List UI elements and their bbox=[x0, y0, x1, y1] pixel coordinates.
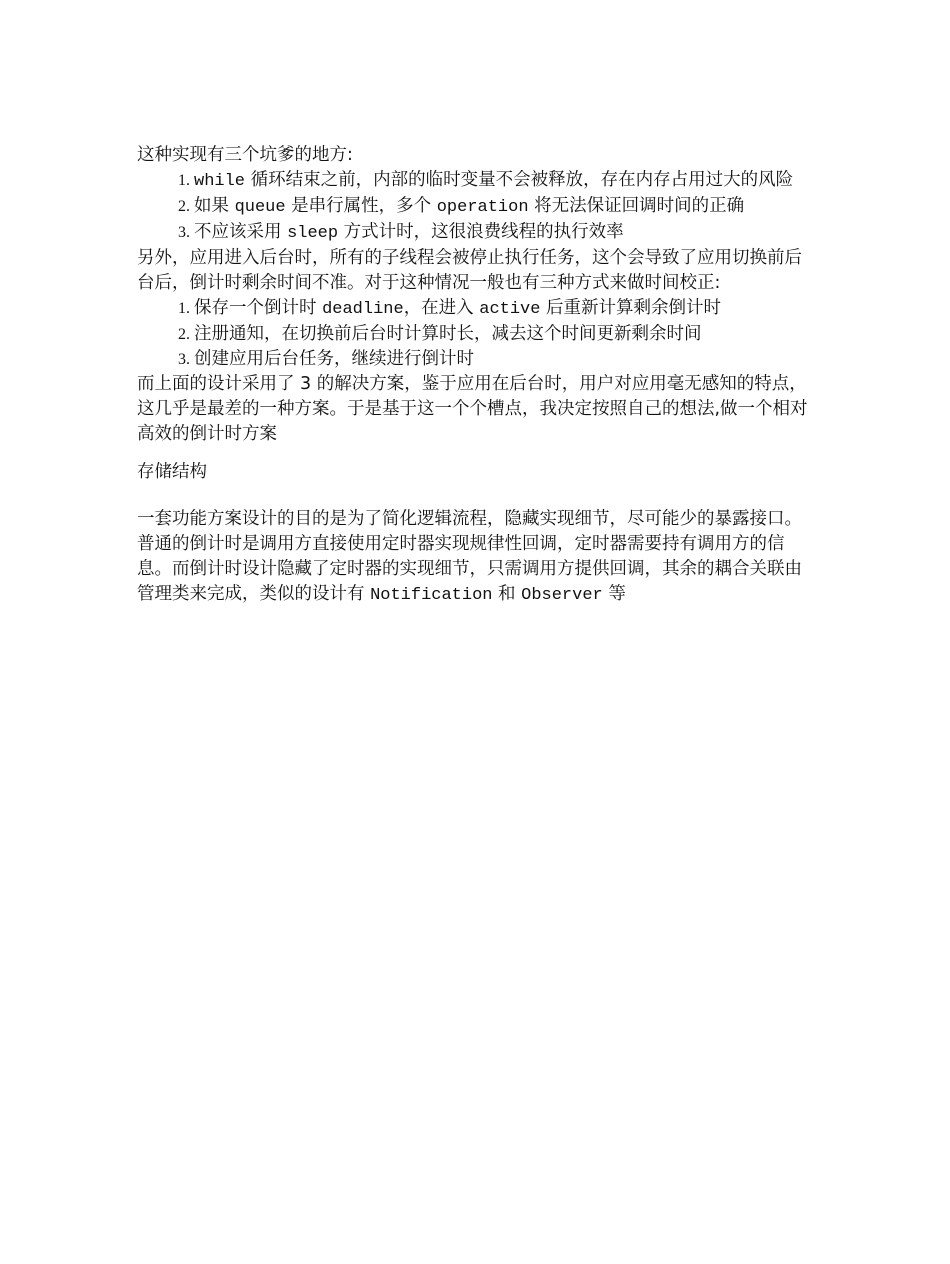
list-item: 3. 不应该采用 sleep 方式计时，这很浪费线程的执行效率 bbox=[194, 220, 819, 246]
inline-code: queue bbox=[234, 198, 286, 217]
intro-paragraph: 这种实现有三个坑爹的地方: bbox=[137, 145, 353, 165]
section-heading: 存储结构 bbox=[137, 462, 207, 482]
list-item: 2. 如果 queue 是串行属性，多个 operation 将无法保证回调时间的正确 bbox=[194, 194, 819, 220]
inline-code: Observer bbox=[521, 586, 603, 605]
article-body bbox=[137, 143, 819, 608]
list-item: 1. while 循环结束之前，内部的临时变量不会被释放，存在内存占用过大的风险 bbox=[194, 168, 819, 194]
corrections-list bbox=[137, 296, 819, 372]
design-paragraph: 一套功能方案设计的目的是为了简化逻辑流程，隐藏实现细节，尽可能少的暴露接口。普通的倒计时是调用方直接使用定时器实现规律性回调，定时器需要持有调用方的信息。而倒计时设计隐藏了定时器的实现细节，只需调用方提供回调，其余的耦合关联由管理类来完成，类似的设计有 Notification 和 Observer 等 bbox=[137, 509, 802, 605]
inline-code: deadline bbox=[322, 300, 404, 319]
list-item: 3. 创建应用后台任务，继续进行倒计时 bbox=[194, 347, 819, 372]
pitfalls-list bbox=[137, 168, 819, 246]
inline-code: active bbox=[479, 300, 541, 319]
inline-code: Notification bbox=[370, 586, 493, 605]
list-item: 1. 保存一个倒计时 deadline，在进入 active 后重新计算剩余倒计时 bbox=[194, 296, 819, 322]
inline-code: while bbox=[194, 172, 246, 191]
conclusion-paragraph: 而上面的设计采用了 3 的解决方案，鉴于应用在后台时，用户对应用毫无感知的特点，这几乎是最差的一种方案。于是基于这一个个槽点，我决定按照自己的想法,做一个相对高效的倒计时方案 bbox=[137, 374, 808, 444]
list-item: 2. 注册通知，在切换前后台时计算时长，减去这个时间更新剩余时间 bbox=[194, 322, 819, 347]
background-paragraph: 另外，应用进入后台时，所有的子线程会被停止执行任务，这个会导致了应用切换前后台后，倒计时剩余时间不准。对于这种情况一般也有三种方式来做时间校正: bbox=[137, 248, 802, 293]
inline-code: operation bbox=[436, 198, 529, 217]
inline-code: sleep bbox=[287, 224, 339, 243]
